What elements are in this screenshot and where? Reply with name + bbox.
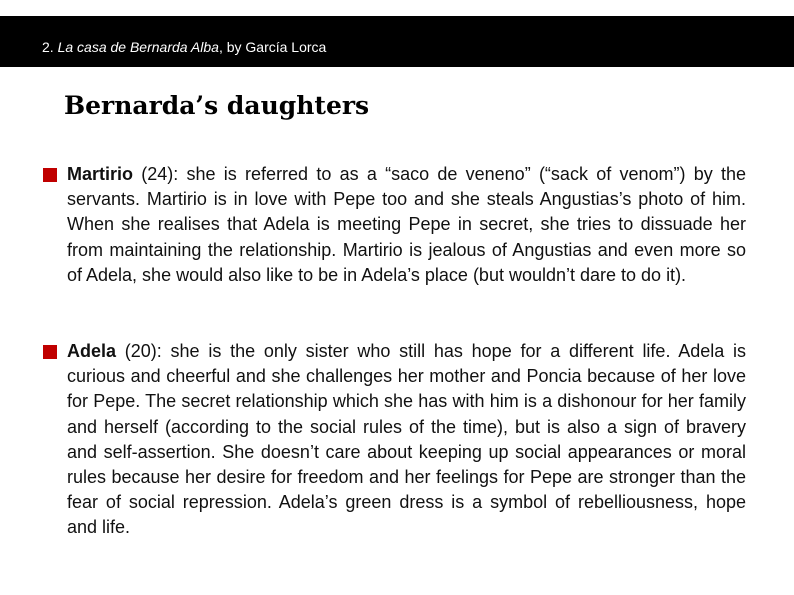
list-item (67, 162, 746, 288)
byline: , by García Lorca (218, 39, 327, 55)
character-name: Martirio (67, 164, 134, 184)
character-description: (20): she is the only sister who still has hope for a different life. Adela is curious and cheerful and she challenges her mother and Poncia because of her love for Pepe. The secret relationship which she has with him is a dishonour for her family and herself (according to the social rules of the time), but is also a sign of bravery and self-assertion. She doesn’t care about keeping up social appearances or moral rules because her desire for freedom and her feelings for Pepe are stronger than the fear of social repression. Adela’s green dress is a symbol of rebelliousness, hope and life. (67, 341, 746, 538)
character-name: Adela (67, 341, 117, 361)
header-text (42, 39, 326, 55)
character-description: (24): she is referred to as a “saco de veneno” (“sack of venom”) by the servants. Martirio is in love with Pepe too and she steals Angustias’s photo of him. When she realises that Adela is meeting Pepe in secret, she tries to dissuade her from maintaining the relationship. Martirio is jealous of Angustias and even more so of Adela, she would also like to be in Adela’s place (but wouldn’t dare to do it). (67, 164, 746, 285)
header-bar (0, 16, 794, 67)
bullet-square-icon (43, 345, 57, 359)
page-title: Bernarda’s daughters (64, 91, 370, 120)
list-item (67, 339, 746, 541)
bullet-square-icon (43, 168, 57, 182)
slide-number: 2. (42, 39, 54, 55)
play-title: La casa de Bernarda Alba (57, 39, 219, 55)
